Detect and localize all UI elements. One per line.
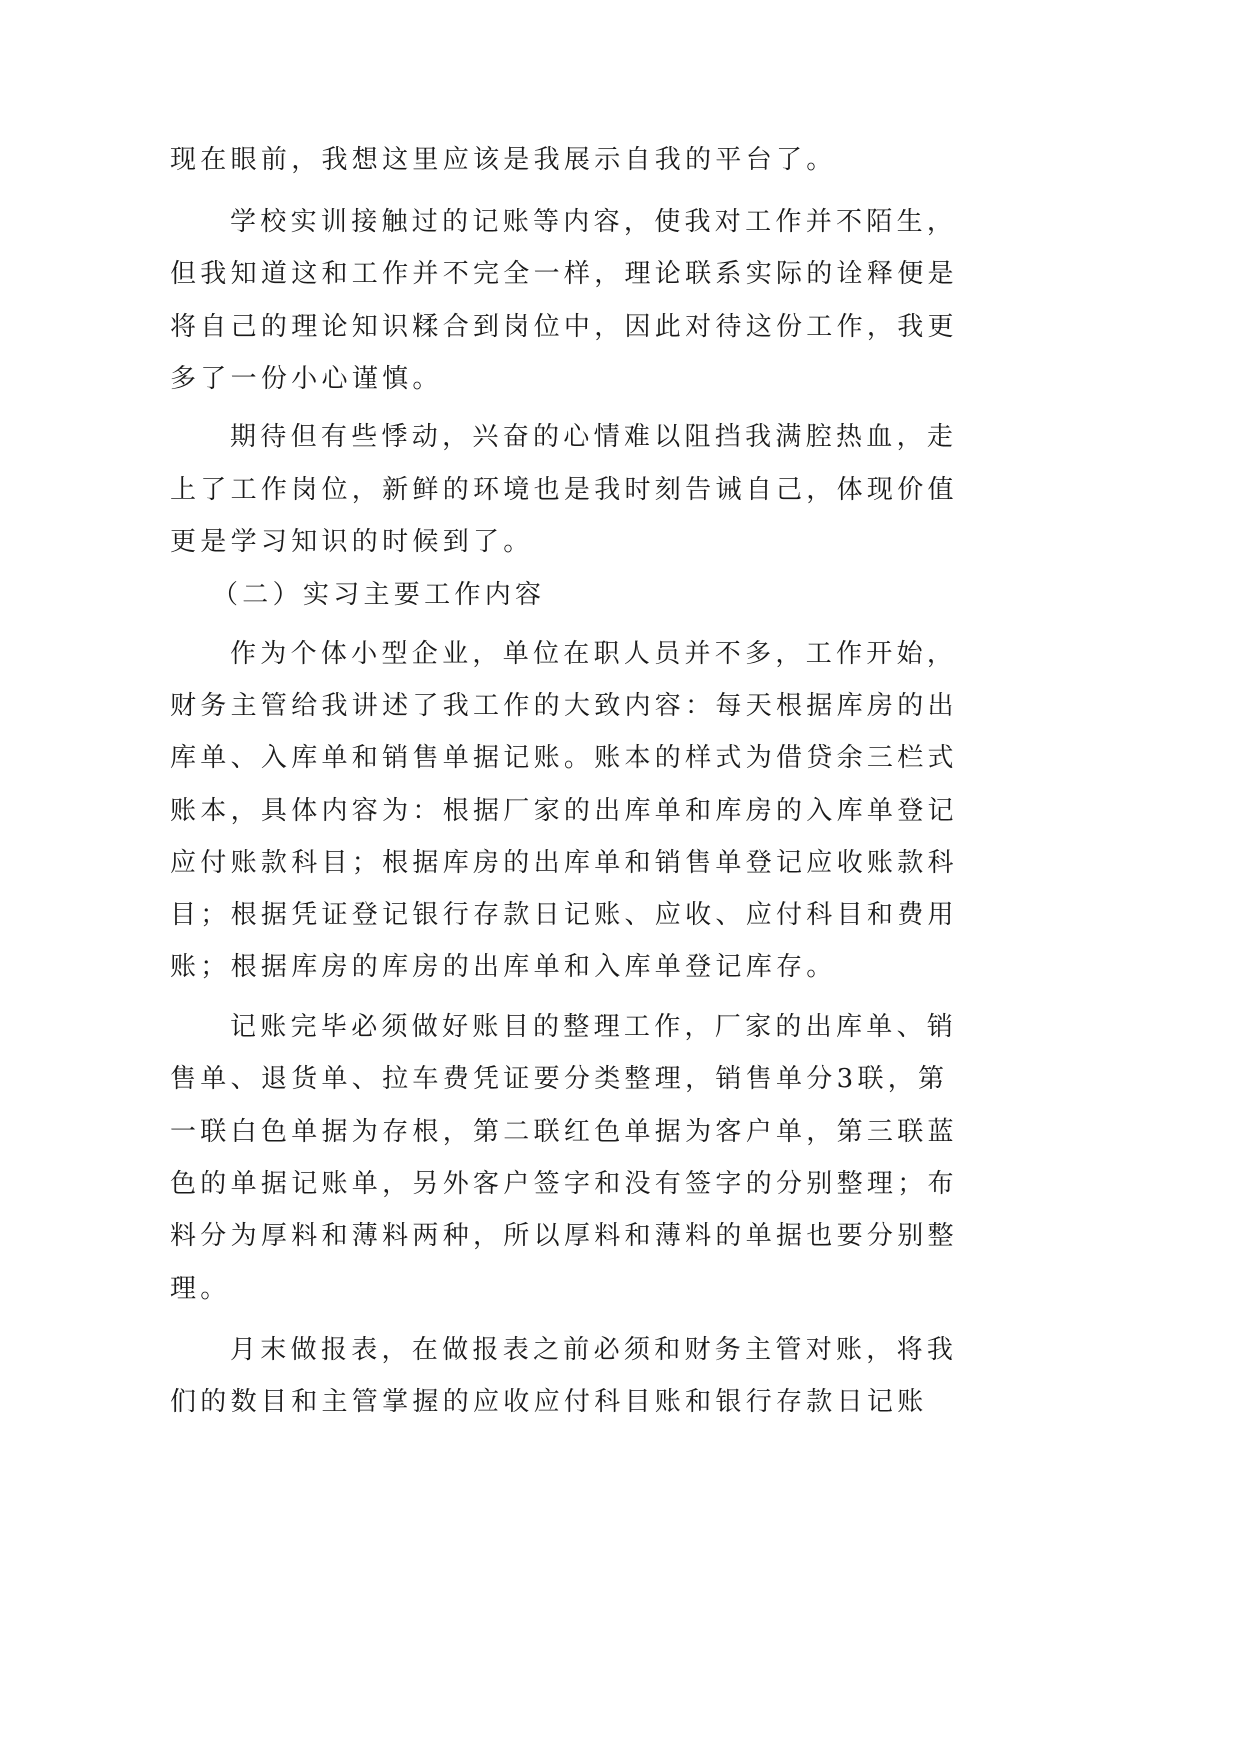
- text-line: 更是学习知识的时候到了。: [170, 527, 534, 557]
- text-line: 作为个体小型企业，单位在职人员并不多，工作开始，: [230, 639, 958, 669]
- text-line: 应付账款科目；根据库房的出库单和销售单登记应收账款科: [170, 848, 958, 878]
- text-line: 料分为厚料和薄料两种，所以厚料和薄料的单据也要分别整: [170, 1221, 958, 1251]
- text-line: 多了一份小心谨慎。: [170, 364, 443, 394]
- text-line: 目；根据凭证登记银行存款日记账、应收、应付科目和费用: [170, 900, 958, 930]
- text-line: 将自己的理论知识糅合到岗位中，因此对待这份工作，我更: [170, 312, 958, 342]
- text-line: 账；根据库房的库房的出库单和入库单登记库存。: [170, 952, 837, 982]
- text-line: 但我知道这和工作并不完全一样，理论联系实际的诠释便是: [170, 259, 958, 289]
- text-line: 库单、入库单和销售单据记账。账本的样式为借贷余三栏式: [170, 743, 958, 773]
- text-line: 财务主管给我讲述了我工作的大致内容：每天根据库房的出: [170, 691, 958, 721]
- text-line: 一联白色单据为存根，第二联红色单据为客户单，第三联蓝: [170, 1117, 958, 1147]
- text-line: 月末做报表，在做报表之前必须和财务主管对账，将我: [230, 1335, 958, 1365]
- text-line: 记账完毕必须做好账目的整理工作，厂家的出库单、销: [230, 1012, 958, 1042]
- text-line: 学校实训接触过的记账等内容，使我对工作并不陌生，: [230, 207, 958, 237]
- text-line: 现在眼前，我想这里应该是我展示自我的平台了。: [170, 145, 837, 175]
- text-line: 理。: [170, 1274, 231, 1304]
- section-heading: （二）实习主要工作内容: [212, 580, 546, 610]
- text-line: 账本，具体内容为：根据厂家的出库单和库房的入库单登记: [170, 796, 958, 826]
- text-line: 期待但有些悸动，兴奋的心情难以阻挡我满腔热血，走: [230, 422, 958, 452]
- text-line: 售单、退货单、拉车费凭证要分类整理，销售单分3联，第: [170, 1064, 949, 1094]
- text-line: 们的数目和主管掌握的应收应付科目账和银行存款日记账: [170, 1387, 928, 1417]
- text-line: 色的单据记账单，另外客户签字和没有签字的分别整理；布: [170, 1169, 958, 1199]
- text-line: 上了工作岗位，新鲜的环境也是我时刻告诫自己，体现价值: [170, 475, 958, 505]
